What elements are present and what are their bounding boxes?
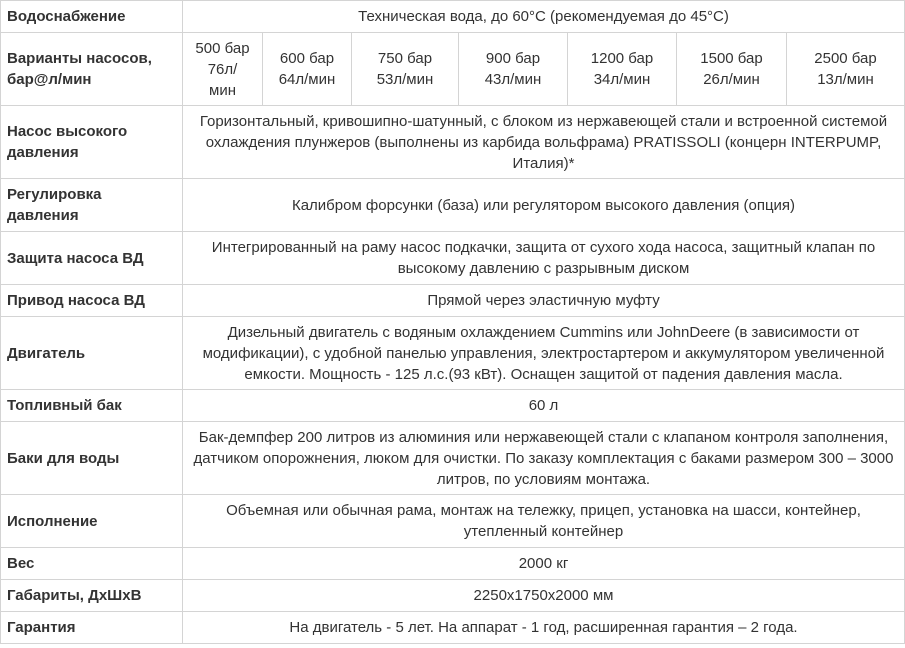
row-value: Дизельный двигатель с водяным охлаждением Cummins или JohnDeere (в зависимости от модификации), с удобной панелью управления, электростартером и аккумулятором увеличенной емкости. Мощность - 125 л.с.(93 кВт). Оснащен защитой от падения давления масла. (183, 317, 905, 390)
pump-flow: 34л/мин (593, 71, 651, 88)
row-water-tanks (1, 422, 905, 495)
row-water-supply (1, 1, 905, 33)
pump-flow: 26л/мин (703, 71, 760, 88)
pump-flow: 53л/мин (376, 71, 434, 88)
pump-option-500 (183, 33, 263, 106)
row-pump-variants (1, 33, 905, 106)
row-value: Калибром форсунки (база) или регулятором высокого давления (опция) (183, 179, 905, 232)
pump-pressure: 500 бар (195, 39, 250, 57)
row-label: Габариты, ДхШхВ (1, 580, 183, 612)
row-fuel-tank (1, 390, 905, 422)
row-label: Исполнение (1, 495, 183, 548)
pump-pressure: 600 бар (279, 50, 335, 67)
row-hp-pump-drive (1, 285, 905, 317)
pump-option-900 (459, 33, 568, 106)
pump-pressure: 1500 бар (700, 50, 763, 67)
row-label: Двигатель (1, 317, 183, 390)
row-label: Варианты насосов, бар@л/мин (1, 33, 183, 106)
pump-option-1200 (568, 33, 677, 106)
pump-option-2500 (787, 33, 905, 106)
row-label: Гарантия (1, 612, 183, 644)
row-value: Техническая вода, до 60°С (рекомендуемая до 45°С) (183, 1, 905, 33)
row-pressure-regulation (1, 179, 905, 232)
row-value: 60 л (183, 390, 905, 422)
pump-option-1500 (677, 33, 787, 106)
row-value: Прямой через эластичную муфту (183, 285, 905, 317)
row-dimensions (1, 580, 905, 612)
pump-flow-unit: мин (209, 81, 236, 99)
pump-pressure: 1200 бар (590, 50, 654, 67)
pump-pressure: 900 бар (485, 50, 541, 67)
row-label: Регулировка давления (1, 179, 183, 232)
row-value: 2250х1750х2000 мм (183, 580, 905, 612)
row-weight (1, 548, 905, 580)
row-value: Горизонтальный, кривошипно-шатунный, с блоком из нержавеющей стали и встроенной системой охлаждения плунжеров (выполнены из карбида вольфрама) PRATISSOLI (концерн INTERPUMP, Италия)* (183, 106, 905, 179)
row-value: Бак-демпфер 200 литров из алюминия или нержавеющей стали с клапаном контроля заполнения, датчиком опорожнения, люком для очистки. По заказу комплектация с баками размером 300 – 3000 литров, по условиям монтажа. (183, 422, 905, 495)
row-value: На двигатель - 5 лет. На аппарат - 1 год, расширенная гарантия – 2 года. (183, 612, 905, 644)
row-hp-pump-protection (1, 232, 905, 285)
pump-flow: 64л/мин (278, 71, 336, 88)
pump-option-600 (263, 33, 352, 106)
row-label: Защита насоса ВД (1, 232, 183, 285)
pump-flow: 43л/мин (484, 71, 542, 88)
row-label: Насос высокого давления (1, 106, 183, 179)
pump-flow: 13л/мин (817, 71, 874, 88)
row-label: Привод насоса ВД (1, 285, 183, 317)
row-value: Интегрированный на раму насос подкачки, защита от сухого хода насоса, защитный клапан по высокому давлению с разрывным диском (183, 232, 905, 285)
row-execution (1, 495, 905, 548)
row-label: Баки для воды (1, 422, 183, 495)
row-high-pressure-pump (1, 106, 905, 179)
row-label: Вес (1, 548, 183, 580)
pump-option-750 (352, 33, 459, 106)
pump-pressure: 2500 бар (814, 50, 877, 67)
row-label: Топливный бак (1, 390, 183, 422)
row-engine (1, 317, 905, 390)
pump-pressure: 750 бар (377, 50, 433, 67)
row-value: 2000 кг (183, 548, 905, 580)
row-label: Водоснабжение (1, 1, 183, 33)
pump-flow: 76л/ (207, 60, 238, 78)
row-warranty (1, 612, 905, 644)
row-value: Объемная или обычная рама, монтаж на тележку, прицеп, установка на шасси, контейнер, утепленный контейнер (183, 495, 905, 548)
